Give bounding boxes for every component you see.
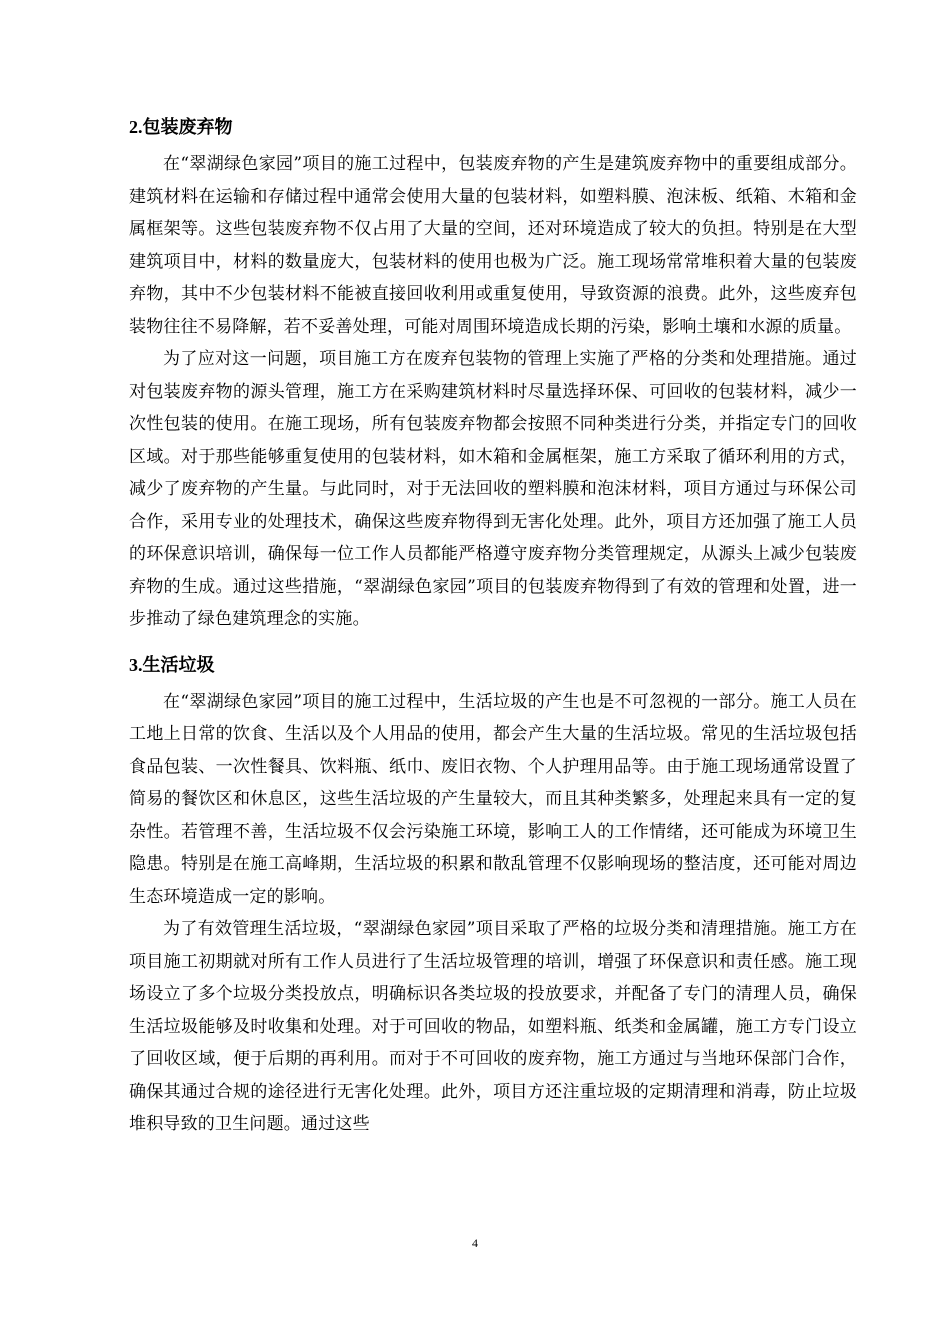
paragraph-household-waste-1: 在“翠湖绿色家园”项目的施工过程中，生活垃圾的产生也是不可忽视的一部分。施工人员在工地上日常的饮食、生活以及个人用品的使用，都会产生大量的生活垃圾。常见的生活垃圾包括食品包装、一次性餐具、饮料瓶、纸巾、废旧衣物、个人护理用品等。由于施工现场通常设置了简易的餐饮区和休息区，这些生活垃圾的产生量较大，而且其种类繁多，处理起来具有一定的复杂性。若管理不善，生活垃圾不仅会污染施工环境，影响工人的工作情绪，还可能成为环境卫生隐患。特别是在施工高峰期，生活垃圾的积累和散乱管理不仅影响现场的整洁度，还可能对周边生态环境造成一定的影响。 bbox=[129, 691, 857, 907]
paragraph-packaging-waste-1: 在“翠湖绿色家园”项目的施工过程中，包装废弃物的产生是建筑废弃物中的重要组成部分。建筑材料在运输和存储过程中通常会使用大量的包装材料，如塑料膜、泡沫板、纸箱、木箱和金属框架等。这些包装废弃物不仅占用了大量的空间，还对环境造成了较大的负担。特别是在大型建筑项目中，材料的数量庞大，包装材料的使用也极为广泛。施工现场常常堆积着大量的包装废弃物，其中不少包装材料不能被直接回收利用或重复使用，导致资源的浪费。此外，这些废弃包装物往往不易降解，若不妥善处理，可能对周围环境造成长期的污染，影响土壤和水源的质量。 bbox=[129, 154, 857, 337]
paragraph-household-waste-2: 为了有效管理生活垃圾，“翠湖绿色家园”项目采取了严格的垃圾分类和清理措施。施工方在项目施工初期就对所有工作人员进行了生活垃圾管理的培训，增强了环保意识和责任感。施工现场设立了多个垃圾分类投放点，明确标识各类垃圾的投放要求，并配备了专门的清理人员，确保生活垃圾能够及时收集和处理。对于可回收的物品，如塑料瓶、纸类和金属罐，施工方专门设立了回收区域，便于后期的再利用。而对于不可回收的废弃物，施工方通过与当地环保部门合作，确保其通过合规的途径进行无害化处理。此外，项目方还注重垃圾的定期清理和消毒，防止垃圾堆积导致的卫生问题。通过这些 bbox=[129, 919, 857, 1134]
section-heading-packaging-waste: 2.包装废弃物 bbox=[129, 117, 233, 137]
section-heading-household-waste: 3.生活垃圾 bbox=[129, 654, 215, 675]
paragraph-packaging-waste-2: 为了应对这一问题，项目施工方在废弃包装物的管理上实施了严格的分类和处理措施。通过对包装废弃物的源头管理，施工方在采购建筑材料时尽量选择环保、可回收的包装材料，减少一次性包装的使用。在施工现场，所有包装废弃物都会按照不同种类进行分类，并指定专门的回收区域。对于那些能够重复使用的包装材料，如木箱和金属框架，施工方采取了循环利用的方式，减少了废弃物的产生量。与此同时，对于无法回收的塑料膜和泡沫材料，项目方通过与环保公司合作，采用专业的处理技术，确保这些废弃物得到无害化处理。此外，项目方还加强了施工人员的环保意识培训，确保每一位工作人员都能严格遵守废弃物分类管理规定，从源头上减少包装废弃物的生成。通过这些措施，“翠湖绿色家园”项目的包装废弃物得到了有效的管理和处置，进一步推动了绿色建筑理念的实施。 bbox=[129, 349, 857, 629]
document-page bbox=[129, 100, 857, 1141]
page-number: 4 bbox=[472, 1236, 478, 1250]
